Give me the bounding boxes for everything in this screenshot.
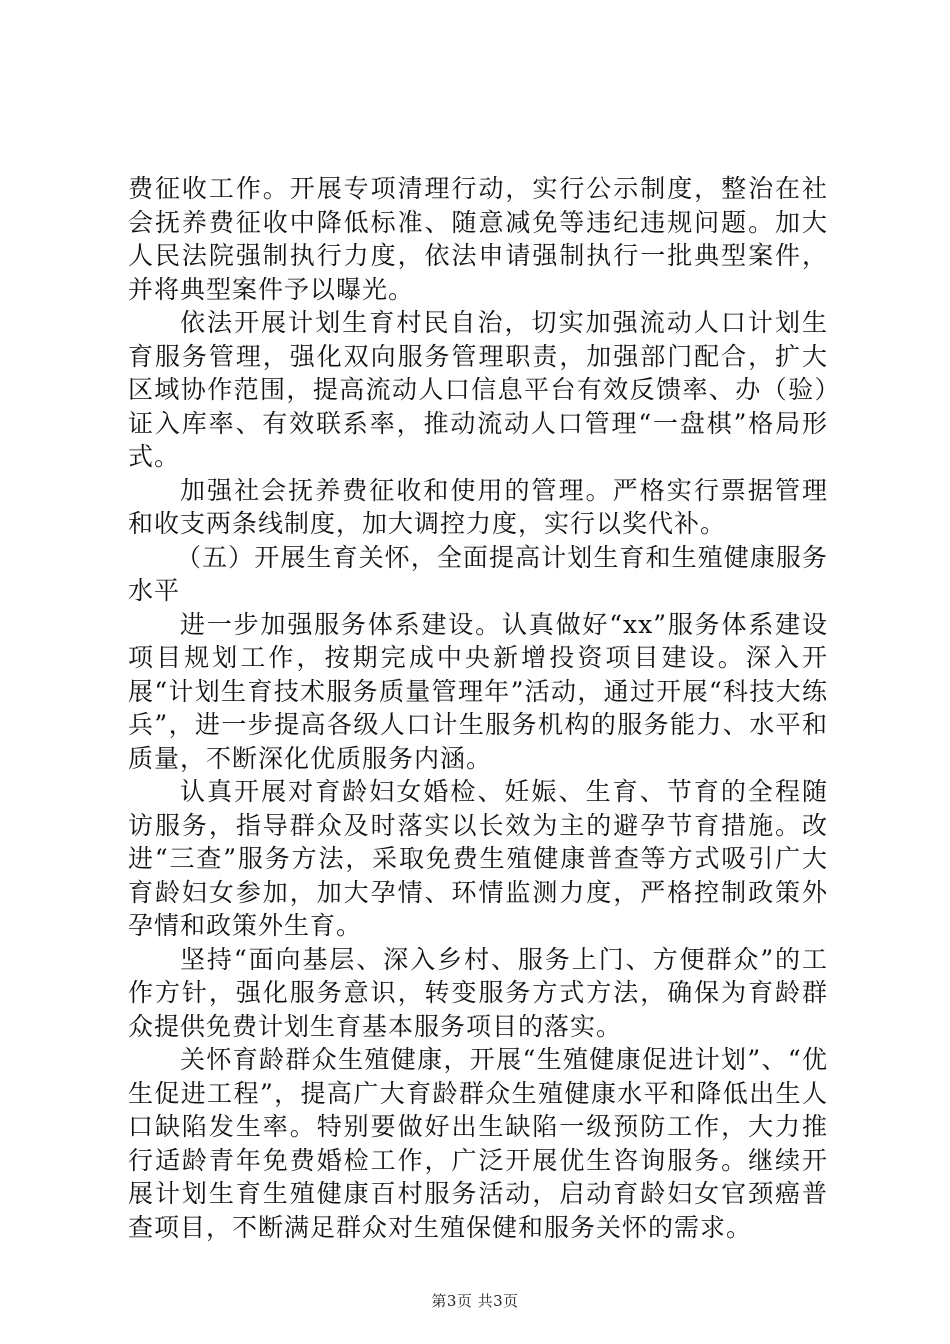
paragraph-6: 认真开展对育龄妇女婚检、妊娠、生育、节育的全程随访服务，指导群众及时落实以长效为主的避孕节育措施。改进“三查”服务方法，采取免费生殖健康普查等方式吸引广大育龄妇女参加，加大孕情、环情监测力度，严格控制政策外孕情和政策外生育。 (128, 777, 828, 940)
section-heading: （五）开展生育关怀，全面提高计划生育和生殖健康服务水平 (128, 542, 828, 605)
paragraph-7: 坚持“面向基层、深入乡村、服务上门、方便群众”的工作方针，强化服务意识，转变服务方式方法，确保为育龄群众提供免费计划生育基本服务项目的落实。 (128, 944, 828, 1041)
paragraph-8: 关怀育龄群众生殖健康，开展“生殖健康促进计划”、“优生促进工程”，提高广大育龄群众生殖健康水平和降低出生人口缺陷发生率。特别要做好出生缺陷一级预防工作，大力推行适龄青年免费婚检工作，广泛开展优生咨询服务。继续开展计划生育生殖健康百村服务活动，启动育龄妇女官颈癌普查项目，不断满足群众对生殖保健和服务关怀的需求。 (128, 1045, 828, 1242)
page-footer: 第3页 共3页 (431, 1292, 519, 1310)
paragraph-3: 加强社会抚养费征收和使用的管理。严格实行票据管理和收支两条线制度，加大调控力度，实行以奖代补。 (128, 475, 828, 538)
document-body (128, 172, 828, 1244)
paragraph-5: 进一步加强服务体系建设。认真做好“xx”服务体系建设项目规划工作，按期完成中央新增投资项目建设。深入开展“计划生育技术服务质量管理年”活动，通过开展“科技大练兵”，进一步提高各级人口计生服务机构的服务能力、水平和质量，不断深化优质服务内涵。 (128, 609, 828, 773)
paragraph-2: 依法开展计划生育村民自治，切实加强流动人口计划生育服务管理，强化双向服务管理职责，加强部门配合，扩大区域协作范围，提高流动人口信息平台有效反馈率、办（验）证入库率、有效联系率，推动流动人口管理“一盘棋”格局形式。 (128, 308, 828, 471)
paragraph-1: 费征收工作。开展专项清理行动，实行公示制度，整治在社会抚养费征收中降低标准、随意减免等违纪违规问题。加大人民法院强制执行力度，依法申请强制执行一批典型案件，并将典型案件予以曝光。 (128, 174, 828, 304)
